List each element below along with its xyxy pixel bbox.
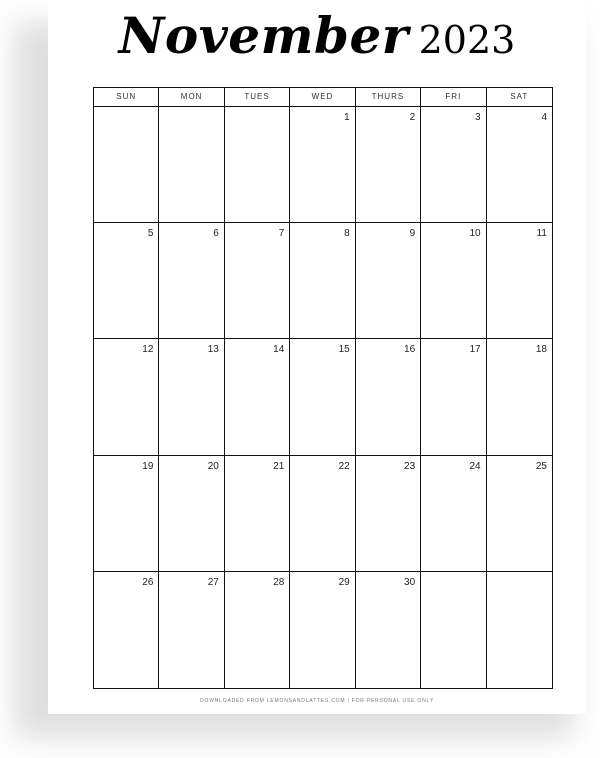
day-number: 30 (404, 576, 416, 588)
day-number: 29 (338, 576, 350, 588)
day-cell (290, 107, 355, 223)
day-number: 2 (409, 112, 416, 123)
day-cell (421, 572, 486, 688)
day-cell (94, 339, 159, 455)
day-cell (225, 223, 290, 339)
day-cell (290, 339, 355, 455)
day-number: 9 (409, 228, 416, 240)
day-number: 25 (535, 460, 547, 472)
day-number: 18 (535, 344, 547, 356)
day-cell (421, 339, 486, 455)
day-cell (94, 572, 159, 688)
day-cell (487, 223, 552, 339)
day-cell (356, 572, 421, 688)
day-number: 14 (273, 344, 285, 356)
day-cell (225, 107, 290, 223)
calendar-title (48, 6, 586, 65)
day-cell (421, 223, 486, 339)
weekday-tues: TUES (225, 88, 290, 107)
weekday-fri: FRI (421, 88, 486, 107)
day-cell (290, 572, 355, 688)
day-cell (356, 223, 421, 339)
day-number: 21 (273, 460, 285, 472)
day-number: 16 (404, 344, 416, 356)
day-cell (290, 223, 355, 339)
month-title: November (118, 6, 409, 65)
weekday-sun: SUN (94, 88, 159, 107)
day-number: 13 (207, 344, 219, 356)
weekday-thurs: THURS (356, 88, 421, 107)
day-number: 3 (475, 112, 481, 123)
day-number: 7 (278, 228, 285, 240)
year-title: 2023 (418, 18, 516, 62)
day-number: 1 (344, 112, 350, 123)
day-cell (356, 107, 421, 223)
day-cell (487, 572, 552, 688)
weekday-sat: SAT (487, 88, 552, 107)
day-cell (290, 456, 355, 572)
day-number: 5 (147, 228, 154, 240)
day-number: 24 (469, 460, 481, 472)
day-cell (159, 456, 224, 572)
day-number: 6 (213, 228, 219, 240)
day-cell (225, 456, 290, 572)
day-number: 15 (338, 344, 350, 356)
day-cell (94, 107, 159, 223)
day-cell (487, 107, 552, 223)
day-number: 22 (338, 460, 350, 472)
day-cell (487, 456, 552, 572)
day-cell (94, 456, 159, 572)
calendar-grid (93, 87, 553, 689)
day-cell (356, 456, 421, 572)
day-number: 27 (207, 576, 219, 588)
day-cell (421, 107, 486, 223)
day-cell (94, 223, 159, 339)
day-cell (159, 107, 224, 223)
day-cell (225, 339, 290, 455)
day-cell (487, 339, 552, 455)
calendar-page (48, 0, 586, 714)
day-number: 23 (404, 460, 416, 472)
weekday-wed: WED (290, 88, 355, 107)
day-number: 26 (142, 576, 154, 588)
footer-note: DOWNLOADED FROM LEMONSANDLATTES.COM | FOR PERSONAL USE ONLY (200, 698, 434, 704)
weekday-mon: MON (159, 88, 224, 107)
day-number: 12 (142, 344, 154, 356)
day-cell (421, 456, 486, 572)
day-cell (356, 339, 421, 455)
day-number: 10 (469, 228, 481, 240)
day-cell (159, 339, 224, 455)
day-cell (225, 572, 290, 688)
day-number: 20 (207, 460, 219, 472)
day-number: 19 (142, 460, 154, 472)
day-cell (159, 223, 224, 339)
day-number: 4 (541, 112, 547, 123)
day-number: 28 (273, 576, 285, 588)
day-number: 11 (536, 228, 547, 240)
day-number: 8 (344, 228, 350, 240)
day-number: 17 (469, 344, 481, 356)
day-cell (159, 572, 224, 688)
